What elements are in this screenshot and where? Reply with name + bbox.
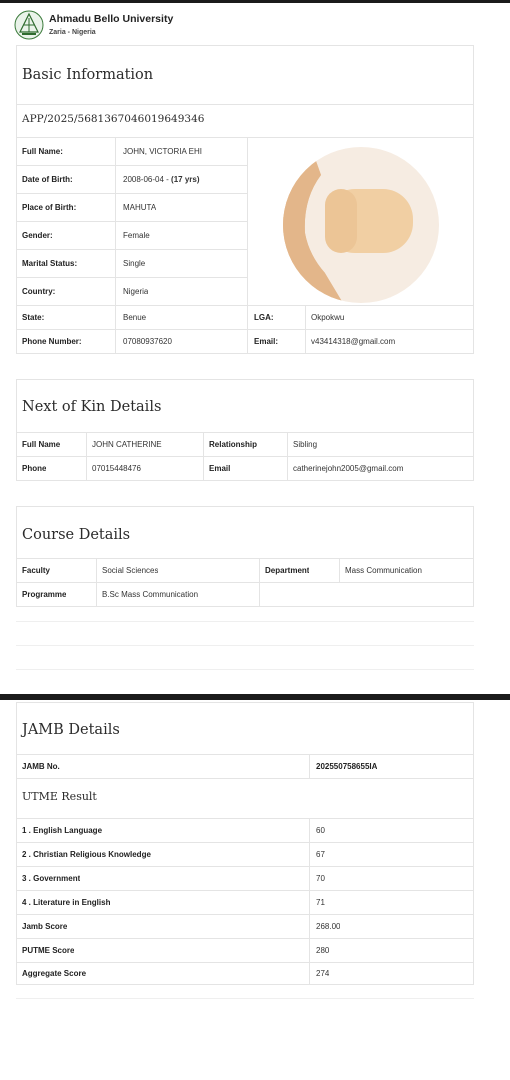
dob-age: (17 yrs) [171, 174, 200, 184]
subject-row: 2 . Christian Religious Knowledge [22, 849, 151, 859]
dob-value [123, 165, 200, 193]
state-label: State: [22, 312, 45, 322]
lga-label: LGA: [254, 312, 274, 322]
jamb-no-value: 202550758655IA [316, 761, 378, 771]
email-label: Email: [254, 336, 279, 346]
section-separator [0, 694, 510, 700]
top-border [0, 0, 510, 3]
kin-full-name-value: JOHN CATHERINE [92, 439, 162, 449]
kin-email-label: Email [209, 463, 231, 473]
jamb-score-value: 268.00 [316, 921, 341, 931]
application-number: APP/2025/5681367046019649346 [22, 113, 205, 125]
programme-value: B.Sc Mass Communication [102, 589, 199, 599]
university-name: Ahmadu Bello University [49, 12, 174, 25]
course-details-title: Course Details [22, 527, 131, 543]
faculty-label: Faculty [22, 565, 51, 575]
kin-email-value: catherinejohn2005@gmail.com [293, 463, 404, 473]
passport-photo [283, 147, 439, 303]
kin-full-name-label: Full Name [22, 439, 61, 449]
email-value: v43414318@gmail.com [311, 336, 396, 346]
faculty-value: Social Sciences [102, 565, 159, 575]
jamb-no-label: JAMB No. [22, 761, 60, 771]
kin-phone-value: 07015448476 [92, 463, 141, 473]
country-label: Country: [22, 286, 56, 296]
page-header [14, 8, 173, 42]
next-of-kin-section [16, 379, 474, 481]
kin-relationship-label: Relationship [209, 439, 258, 449]
putme-score-value: 280 [316, 945, 330, 955]
basic-information-title: Basic Information [22, 67, 154, 83]
phone-number-label: Phone Number: [22, 336, 82, 346]
lga-value: Okpokwu [311, 312, 345, 322]
course-details-section [16, 506, 474, 607]
kin-relationship-value: Sibling [293, 439, 318, 449]
university-logo-icon [14, 10, 44, 40]
full-name-value: JOHN, VICTORIA EHI [123, 146, 202, 156]
subject-score: 67 [316, 849, 325, 859]
subject-row: 3 . Government [22, 873, 81, 883]
subject-row: 1 . English Language [22, 825, 103, 835]
phone-number-value: 07080937620 [123, 336, 172, 346]
subject-score: 71 [316, 897, 325, 907]
university-location: Zaria - Nigeria [49, 28, 96, 36]
kin-phone-label: Phone [22, 463, 47, 473]
aggregate-score-label: Aggregate Score [22, 968, 87, 978]
place-of-birth-value: MAHUTA [123, 202, 157, 212]
gender-label: Gender: [22, 230, 53, 240]
next-of-kin-title: Next of Kin Details [22, 399, 162, 415]
utme-result-title: UTME Result [22, 790, 97, 803]
marital-status-value: Single [123, 258, 146, 268]
place-of-birth-label: Place of Birth: [22, 202, 77, 212]
department-label: Department [265, 565, 310, 575]
subject-row: 4 . Literature in English [22, 897, 111, 907]
dob-label: Date of Birth: [22, 174, 73, 184]
state-value: Benue [123, 312, 147, 322]
gender-value: Female [123, 230, 150, 240]
full-name-label: Full Name: [22, 146, 63, 156]
subject-score: 70 [316, 873, 325, 883]
marital-status-label: Marital Status: [22, 258, 78, 268]
department-value: Mass Communication [345, 565, 422, 575]
putme-score-label: PUTME Score [22, 945, 75, 955]
jamb-details-title: JAMB Details [22, 722, 120, 738]
aggregate-score-value: 274 [316, 968, 330, 978]
photo-placeholder-icon [283, 147, 439, 303]
dob-date: 2008-06-04 - [123, 174, 169, 184]
jamb-score-label: Jamb Score [22, 921, 68, 931]
country-value: Nigeria [123, 286, 149, 296]
subject-score: 60 [316, 825, 325, 835]
programme-label: Programme [22, 589, 67, 599]
